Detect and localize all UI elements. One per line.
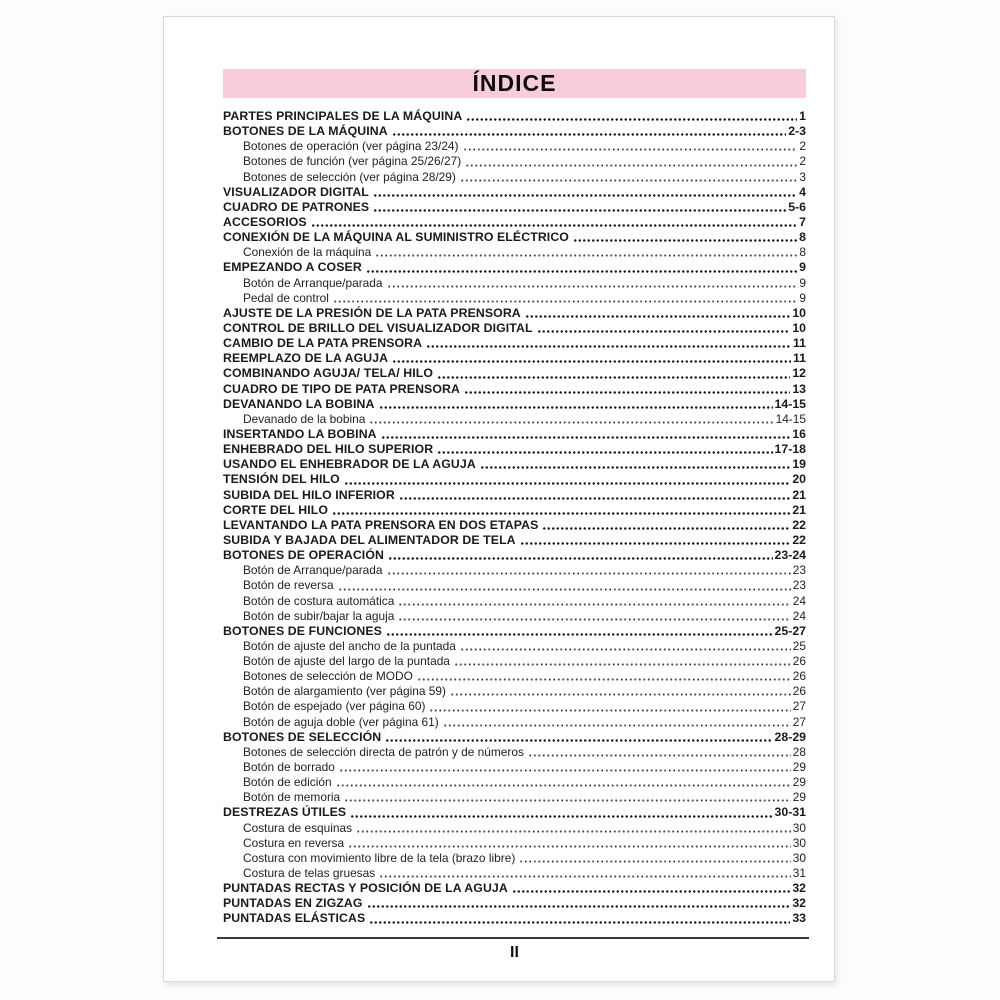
toc-entry-page: 23 <box>792 563 806 578</box>
toc-entry-label: CORTE DEL HILO <box>223 502 329 517</box>
toc-entry-page: 21 <box>792 502 806 517</box>
toc-entry <box>223 276 806 291</box>
dot-leader <box>385 730 772 745</box>
dot-leader <box>339 760 791 775</box>
toc-entry-page: 10 <box>792 320 806 335</box>
toc-entry <box>223 366 806 381</box>
toc-entry-page: 3 <box>799 169 806 184</box>
toc-entry <box>223 412 806 427</box>
toc-entry-label: CONEXIÓN DE LA MÁQUINA AL SUMINISTRO ELÉCTRICO <box>223 230 569 245</box>
dot-leader <box>348 836 791 851</box>
toc-entry-page: 12 <box>792 366 806 381</box>
toc-entry-label: PUNTADAS ELÁSTICAS <box>223 911 366 926</box>
toc-entry <box>223 306 806 321</box>
toc-entry-page: 31 <box>792 866 806 881</box>
toc-entry <box>223 109 806 124</box>
toc-entry-page: 14-15 <box>774 396 806 411</box>
toc-entry-page: 27 <box>792 699 806 714</box>
toc-entry-page: 26 <box>792 669 806 684</box>
toc-entry <box>223 518 806 533</box>
toc-entry-page: 11 <box>793 351 806 366</box>
toc-entry-label: Botón de espejado (ver página 60) <box>243 699 426 714</box>
toc-entry-page: 21 <box>792 487 806 502</box>
toc-entry-page: 30 <box>792 820 806 835</box>
toc-entry <box>223 336 806 351</box>
dot-leader <box>379 397 773 412</box>
toc-entry-label: EMPEZANDO A COSER <box>223 260 362 275</box>
dot-leader <box>381 427 791 442</box>
toc-entry-page: 23 <box>792 578 806 593</box>
dot-leader <box>367 896 791 911</box>
dot-leader <box>338 578 791 593</box>
toc-entry-page: 17-18 <box>774 442 806 457</box>
toc-entry-label: Costura con movimiento libre de la tela (brazo libre) <box>243 850 516 865</box>
toc-entry <box>223 790 806 805</box>
toc-entry-page: 9 <box>799 275 806 290</box>
dot-leader <box>519 851 790 866</box>
toc-entry-label: REEMPLAZO DE LA AGUJA <box>223 351 389 366</box>
dot-leader <box>366 260 797 275</box>
dot-leader <box>332 503 790 518</box>
toc-entry-label: Conexión de la máquina <box>243 245 372 260</box>
dot-leader <box>573 230 797 245</box>
toc-entry <box>223 215 806 230</box>
toc-entry-label: BOTONES DE LA MÁQUINA <box>223 124 388 139</box>
toc-entry-label: BOTONES DE OPERACIÓN <box>223 548 384 563</box>
toc-entry <box>223 881 806 896</box>
toc-entry-page: 30 <box>792 850 806 865</box>
dot-leader <box>398 609 790 624</box>
toc-entry-page: 22 <box>792 532 806 547</box>
dot-leader <box>450 684 791 699</box>
toc-entry-label: INSERTANDO LA BOBINA <box>223 426 377 441</box>
dot-leader <box>512 881 790 896</box>
toc-entry <box>223 775 806 790</box>
toc-entry-label: Botones de selección de MODO <box>243 669 413 684</box>
toc-entry <box>223 654 806 669</box>
dot-leader <box>542 518 790 533</box>
toc-entry-page: 29 <box>792 760 806 775</box>
toc-entry <box>223 836 806 851</box>
toc-entry-label: DESTREZAS ÚTILES <box>223 805 347 820</box>
toc-entry <box>223 185 806 200</box>
toc-entry-label: PUNTADAS EN ZIGZAG <box>223 896 363 911</box>
toc-entry-label: SUBIDA DEL HILO INFERIOR <box>223 487 395 502</box>
toc-entry <box>223 382 806 397</box>
toc-entry <box>223 321 806 336</box>
toc-entry-label: Botones de operación (ver página 23/24) <box>243 139 459 154</box>
dot-leader <box>437 366 790 381</box>
toc-entry-label: Botón de ajuste del ancho de la puntada <box>243 638 456 653</box>
toc-entry-label: DEVANANDO LA BOBINA <box>223 396 375 411</box>
toc-entry <box>223 442 806 457</box>
toc-entry-page: 16 <box>792 426 806 441</box>
toc-entry-page: 28 <box>792 744 806 759</box>
toc-entry-page: 4 <box>799 184 806 199</box>
toc-entry <box>223 896 806 911</box>
dot-leader <box>375 245 797 260</box>
toc-entry-page: 13 <box>792 381 806 396</box>
toc-entry-page: 2-3 <box>788 124 806 139</box>
toc-entry-label: Costura en reversa <box>243 835 345 850</box>
dot-leader <box>350 805 772 820</box>
toc-entry <box>223 230 806 245</box>
toc-entry-page: 33 <box>792 911 806 926</box>
toc-entry-page: 9 <box>799 290 806 305</box>
toc-entry <box>223 472 806 487</box>
toc-entry-page: 29 <box>792 790 806 805</box>
toc-entry-label: TENSIÓN DEL HILO <box>223 472 340 487</box>
dot-leader <box>387 563 791 578</box>
toc-entry-label: CUADRO DE PATRONES <box>223 199 370 214</box>
toc-entry <box>223 745 806 760</box>
dot-leader <box>426 336 791 351</box>
toc-entry <box>223 291 806 306</box>
toc-entry-label: CUADRO DE TIPO DE PATA PRENSORA <box>223 381 460 396</box>
toc-list <box>223 109 806 927</box>
dot-leader <box>537 321 791 336</box>
toc-entry <box>223 139 806 154</box>
toc-entry <box>223 669 806 684</box>
dot-leader <box>333 291 797 306</box>
dot-leader <box>344 472 790 487</box>
toc-entry <box>223 563 806 578</box>
toc-entry-page: 8 <box>799 230 806 245</box>
toc-entry <box>223 548 806 563</box>
toc-entry-label: ENHEBRADO DEL HILO SUPERIOR <box>223 442 434 457</box>
dot-leader <box>356 821 791 836</box>
toc-entry <box>223 609 806 624</box>
toc-entry-page: 24 <box>792 593 806 608</box>
toc-entry <box>223 684 806 699</box>
toc-entry-label: Costura de esquinas <box>243 820 353 835</box>
toc-entry-page: 1 <box>799 109 806 123</box>
toc-entry <box>223 488 806 503</box>
toc-entry <box>223 503 806 518</box>
toc-entry-page: 32 <box>792 881 806 896</box>
toc-entry-label: CAMBIO DE LA PATA PRENSORA <box>223 336 423 351</box>
toc-entry-page: 25 <box>792 638 806 653</box>
dot-leader <box>437 442 772 457</box>
dot-leader <box>369 911 790 926</box>
dot-leader <box>480 457 791 472</box>
toc-entry <box>223 578 806 593</box>
toc-entry <box>223 715 806 730</box>
toc-entry-label: Botón de Arranque/parada <box>243 275 383 290</box>
dot-leader <box>398 594 790 609</box>
toc-entry <box>223 821 806 836</box>
toc-entry-page: 30 <box>792 835 806 850</box>
toc-entry-label: Botón de edición <box>243 775 332 790</box>
toc-entry <box>223 760 806 775</box>
dot-leader <box>311 215 797 230</box>
toc-entry <box>223 351 806 366</box>
toc-entry-label: Botón de aguja doble (ver página 61) <box>243 714 439 729</box>
toc-entry-label: Botones de selección directa de patrón y de números <box>243 744 524 759</box>
dot-leader <box>429 699 790 714</box>
footer-divider <box>217 937 809 939</box>
toc-entry-page: 32 <box>792 896 806 911</box>
toc-entry <box>223 154 806 169</box>
toc-entry-page: 30-31 <box>774 805 806 820</box>
toc-entry <box>223 170 806 185</box>
toc-entry-label: BOTONES DE SELECCIÓN <box>223 729 382 744</box>
dot-leader <box>386 624 773 639</box>
toc-entry-label: SUBIDA Y BAJADA DEL ALIMENTADOR DE TELA <box>223 532 516 547</box>
dot-leader <box>369 412 773 427</box>
toc-entry <box>223 245 806 260</box>
dot-leader <box>460 639 791 654</box>
dot-leader <box>417 669 791 684</box>
dot-leader <box>373 200 786 215</box>
index-title-bar <box>223 69 806 98</box>
toc-entry-label: Pedal de control <box>243 290 329 305</box>
toc-entry-page: 20 <box>792 472 806 487</box>
dot-leader <box>525 306 791 321</box>
dot-leader <box>379 866 791 881</box>
toc-entry-page: 24 <box>792 608 806 623</box>
toc-entry <box>223 866 806 881</box>
manual-page <box>163 16 835 982</box>
toc-entry-page: 22 <box>792 517 806 532</box>
toc-entry-page: 14-15 <box>775 411 806 426</box>
dot-leader <box>392 351 791 366</box>
toc-entry-label: Devanado de la bobina <box>243 411 366 426</box>
dot-leader <box>443 715 791 730</box>
toc-entry-page: 7 <box>799 214 806 229</box>
toc-entry-page: 19 <box>792 457 806 472</box>
toc-entry-label: Botón de memoria <box>243 790 341 805</box>
toc-entry <box>223 397 806 412</box>
toc-entry-page: 5-6 <box>788 199 806 214</box>
toc-entry-page: 26 <box>792 684 806 699</box>
toc-entry-label: Costura de telas gruesas <box>243 866 376 881</box>
dot-leader <box>344 790 791 805</box>
toc-entry-page: 2 <box>799 154 806 169</box>
dot-leader <box>466 109 797 124</box>
toc-entry-label: Botón de alargamiento (ver página 59) <box>243 684 446 699</box>
toc-entry-page: 9 <box>799 260 806 275</box>
toc-entry <box>223 805 806 820</box>
footer-page-number: II <box>510 944 519 961</box>
toc-entry-label: VISUALIZADOR DIGITAL <box>223 184 369 199</box>
dot-leader <box>387 276 798 291</box>
toc-entry-label: BOTONES DE FUNCIONES <box>223 623 382 638</box>
toc-entry <box>223 624 806 639</box>
toc-entry <box>223 699 806 714</box>
toc-entry-page: 23-24 <box>774 548 806 563</box>
toc-entry <box>223 260 806 275</box>
toc-entry-page: 2 <box>799 139 806 154</box>
toc-entry-page: 25-27 <box>774 623 806 638</box>
toc-entry <box>223 851 806 866</box>
dot-leader <box>528 745 791 760</box>
toc-entry-page: 29 <box>792 775 806 790</box>
toc-entry-page: 11 <box>793 336 806 351</box>
dot-leader <box>399 488 790 503</box>
toc-entry-label: COMBINANDO AGUJA/ TELA/ HILO <box>223 366 434 381</box>
toc-entry-page: 8 <box>799 245 806 260</box>
dot-leader <box>463 139 798 154</box>
dot-leader <box>520 533 791 548</box>
toc-entry <box>223 200 806 215</box>
toc-entry-label: Botón de reversa <box>243 578 334 593</box>
toc-entry-label: ACCESORIOS <box>223 214 307 229</box>
toc-entry-label: LEVANTANDO LA PATA PRENSORA EN DOS ETAPAS <box>223 517 539 532</box>
dot-leader <box>460 170 798 185</box>
toc-entry <box>223 533 806 548</box>
dot-leader <box>336 775 791 790</box>
dot-leader <box>465 154 797 169</box>
toc-entry-label: Botón de costura automática <box>243 593 395 608</box>
dot-leader <box>464 382 790 397</box>
toc-entry-label: CONTROL DE BRILLO DEL VISUALIZADOR DIGITAL <box>223 320 533 335</box>
toc-entry-label: Botón de ajuste del largo de la puntada <box>243 654 450 669</box>
toc-entry-label: PUNTADAS RECTAS Y POSICIÓN DE LA AGUJA <box>223 881 508 896</box>
toc-entry-label: PARTES PRINCIPALES DE LA MÁQUINA <box>223 109 463 123</box>
toc-entry <box>223 911 806 926</box>
toc-entry-label: Botón de subir/bajar la aguja <box>243 608 395 623</box>
dot-leader <box>373 185 797 200</box>
toc-entry-page: 26 <box>792 654 806 669</box>
toc-entry-label: AJUSTE DE LA PRESIÓN DE LA PATA PRENSORA <box>223 305 521 320</box>
page-title: ÍNDICE <box>472 70 557 96</box>
toc-entry-page: 28-29 <box>774 729 806 744</box>
toc-entry <box>223 730 806 745</box>
toc-entry <box>223 457 806 472</box>
toc-entry <box>223 427 806 442</box>
toc-entry <box>223 594 806 609</box>
page-content <box>223 17 806 981</box>
toc-entry-label: Botones de selección (ver página 28/29) <box>243 169 456 184</box>
toc-entry-label: Botón de borrado <box>243 760 335 775</box>
toc-entry-page: 10 <box>792 305 806 320</box>
dot-leader <box>392 124 787 139</box>
toc-entry-page: 27 <box>792 714 806 729</box>
toc-entry-label: USANDO EL ENHEBRADOR DE LA AGUJA <box>223 457 476 472</box>
toc-entry <box>223 124 806 139</box>
dot-leader <box>388 548 773 563</box>
toc-entry-label: Botón de Arranque/parada <box>243 563 383 578</box>
dot-leader <box>454 654 791 669</box>
toc-entry-label: Botones de función (ver página 25/26/27) <box>243 154 462 169</box>
toc-entry <box>223 639 806 654</box>
